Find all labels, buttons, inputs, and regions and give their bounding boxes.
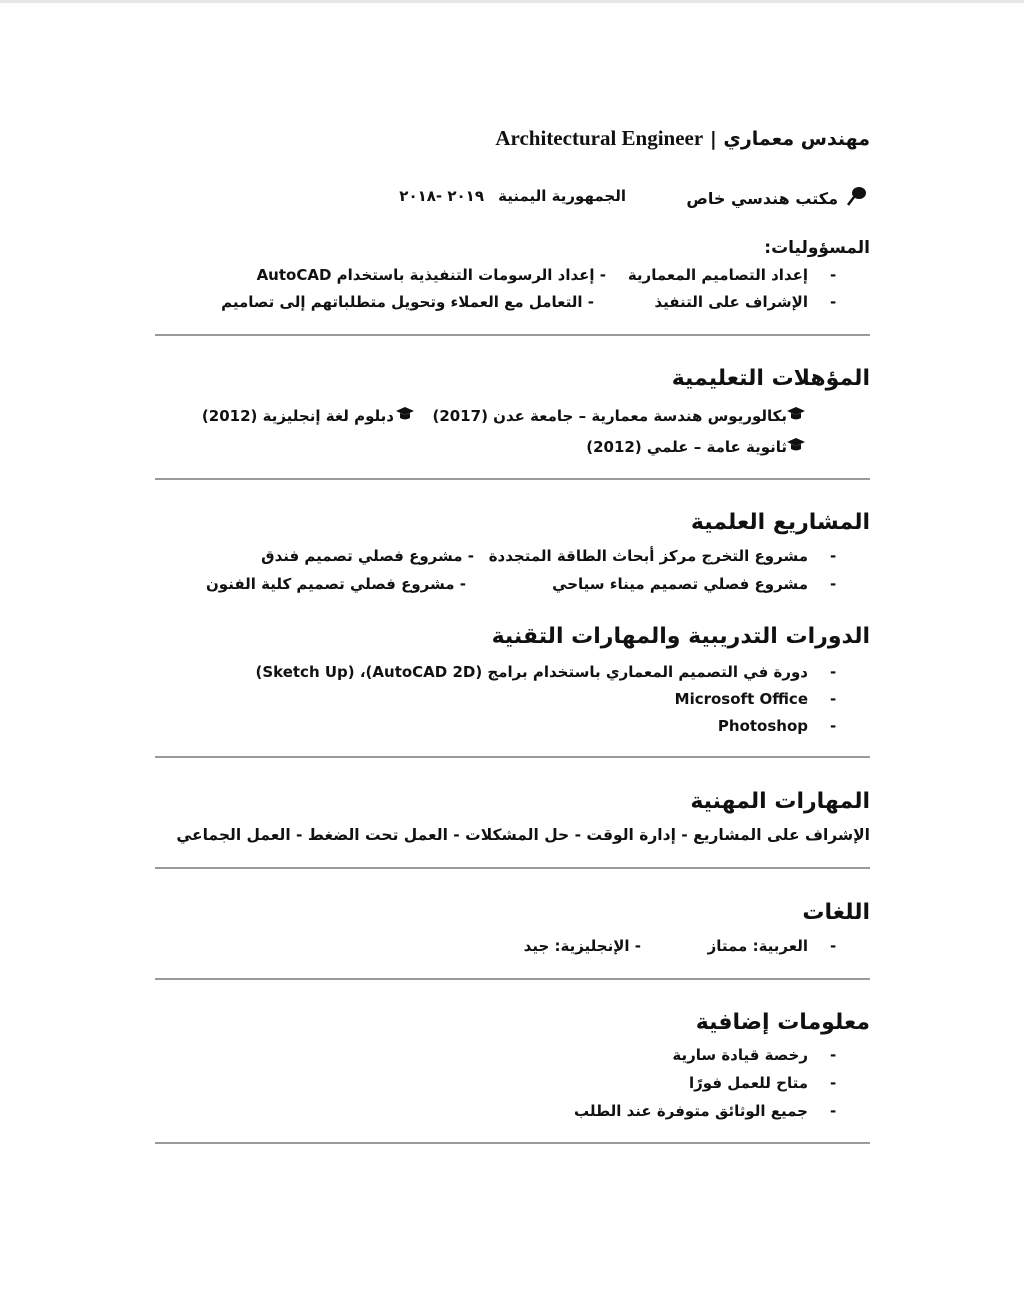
bullet-dash: - <box>830 547 837 565</box>
company-country: الجمهورية اليمنية <box>498 187 626 205</box>
responsibility-item: - إعداد الرسومات التنفيذية باستخدام AutoCAD <box>256 266 606 284</box>
additional-info-heading: معلومات إضافية <box>695 1010 870 1035</box>
bullet-dash: - <box>830 1074 837 1092</box>
responsibilities-heading: المسؤوليات: <box>764 238 870 258</box>
projects-heading: المشاريع العلمية <box>690 510 870 535</box>
project-item: - مشروع فصلي تصميم فندق <box>261 547 474 565</box>
company-name: مكتب هندسي خاص <box>686 189 838 208</box>
course-item: Microsoft Office <box>674 690 808 708</box>
education-item: دبلوم لغة إنجليزية (2012) <box>201 407 394 425</box>
section-divider <box>155 867 870 869</box>
job-title-english: Architectural Engineer <box>495 126 704 150</box>
course-item: دورة في التصميم المعماري باستخدام برامج (AutoCAD 2D)، (Sketch Up) <box>255 663 808 681</box>
section-divider <box>155 334 870 336</box>
bullet-dash: - <box>830 1046 837 1064</box>
language-item: - الإنجليزية: جيد <box>523 937 641 955</box>
section-divider <box>155 1142 870 1144</box>
additional-item: جميع الوثائق متوفرة عند الطلب <box>574 1102 808 1120</box>
additional-item: متاح للعمل فورًا <box>689 1074 808 1092</box>
bullet-dash: - <box>830 717 837 735</box>
bullet-dash: - <box>830 937 837 955</box>
responsibility-item: الإشراف على التنفيذ <box>654 293 808 311</box>
bullet-dash: - <box>830 1102 837 1120</box>
experience-years: ٢٠١٩ -٢٠١٨ <box>399 187 484 205</box>
graduation-cap-icon <box>786 436 806 454</box>
language-item: العربية: ممتاز <box>707 937 808 955</box>
job-title-arabic: مهندس معماري <box>723 128 870 150</box>
skills-heading: المهارات المهنية <box>690 789 870 814</box>
education-item: بكالوريوس هندسة معمارية – جامعة عدن (2017) <box>432 407 787 425</box>
location-pin-icon <box>846 184 868 206</box>
bullet-dash: - <box>830 266 837 284</box>
job-title <box>495 126 870 151</box>
bullet-dash: - <box>830 293 837 311</box>
graduation-cap-icon <box>786 405 806 423</box>
bullet-dash: - <box>830 575 837 593</box>
section-divider <box>155 978 870 980</box>
skills-text: الإشراف على المشاريع - إدارة الوقت - حل المشكلات - العمل تحت الضغط - العمل الجماعي <box>176 826 870 844</box>
responsibility-item: - التعامل مع العملاء وتحويل متطلباتهم إلى تصاميم <box>221 293 594 311</box>
graduation-cap-icon <box>395 405 415 423</box>
section-divider <box>155 756 870 758</box>
title-separator: | <box>709 128 717 150</box>
courses-heading: الدورات التدريبية والمهارات التقنية <box>491 624 870 649</box>
project-item: مشروع التخرج مركز أبحاث الطاقة المتجددة <box>488 547 808 565</box>
bullet-dash: - <box>830 663 837 681</box>
project-item: مشروع فصلي تصميم ميناء سياحي <box>552 575 808 593</box>
languages-heading: اللغات <box>802 900 870 925</box>
course-item: Photoshop <box>717 717 808 735</box>
responsibility-item: إعداد التصاميم المعمارية <box>627 266 808 284</box>
education-heading: المؤهلات التعليمية <box>671 366 870 391</box>
additional-item: رخصة قيادة سارية <box>672 1046 808 1064</box>
section-divider <box>155 478 870 480</box>
project-item: - مشروع فصلي تصميم كلية الفنون <box>205 575 466 593</box>
bullet-dash: - <box>830 690 837 708</box>
education-item: ثانوية عامة – علمي (2012) <box>586 438 787 456</box>
